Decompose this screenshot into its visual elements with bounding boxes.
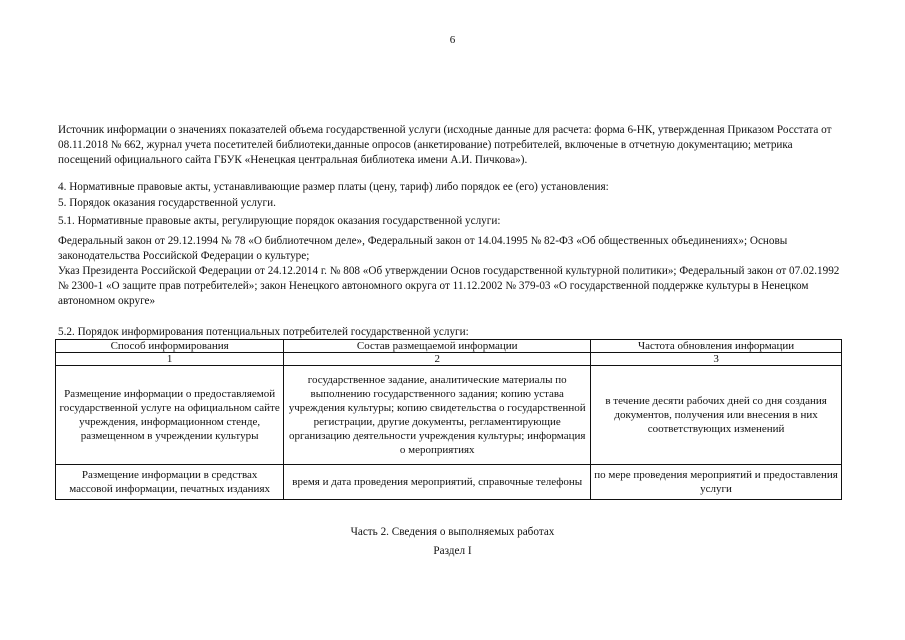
section-title: Раздел I: [433, 545, 472, 557]
item-4-paragraph: 4. Нормативные правовые акты, устанавливающие размер платы (цену, тариф) либо порядок ее (его) установления:: [58, 181, 609, 193]
header-content: Состав размещаемой информации: [284, 340, 591, 353]
frequency-cell: по мере проведения мероприятий и предоставления услуги: [591, 465, 842, 500]
column-number-3: 3: [591, 353, 842, 366]
table-row: [56, 366, 842, 465]
table-header-row: [56, 340, 842, 353]
header-frequency: Частота обновления информации: [591, 340, 842, 353]
page-number: 6: [449, 34, 456, 46]
table-row: [56, 465, 842, 500]
header-method: Способ информирования: [56, 340, 284, 353]
informing-table: [55, 339, 842, 500]
item-5-1-paragraph: 5.1. Нормативные правовые акты, регулирующие порядок оказания государственной услуги:: [58, 215, 501, 227]
decree-paragraph: Указ Президента Российской Федерации от 24.12.2014 г. № 808 «Об утверждении Основ государственной культурной политики»; Федеральный закон от 07.02.1992 № 2300-1 «О защите прав потребителей»; закон Ненецкого автономного округа от 11.12.2002 № 379-03 «О государственной поддержке культуры в Ненецком автономном округе»: [58, 265, 840, 307]
column-number-1: 1: [56, 353, 284, 366]
federal-laws-paragraph: Федеральный закон от 29.12.1994 № 78 «О библиотечном деле», Федеральный закон от 14.04.1995 № 82-ФЗ «Об общественных объединениях»; Основы законодательства Российской Федерации о культуре;: [58, 235, 788, 262]
item-5-paragraph: 5. Порядок оказания государственной услуги.: [58, 197, 276, 209]
source-paragraph: Источник информации о значениях показателей объема государственной услуги (исходные данные для расчета: форма 6-НК, утвержденная Приказом Росстата от 08.11.2018 № 662, журнал учета посетителей библиотеки,данные опросов (анкетирование) потребителей, включеные в отчетную документацию; метрика посещений официального сайта ГБУК «Ненецкая центральная библиотека имени А.И. Пичкова»).: [58, 124, 832, 166]
table-number-row: [56, 353, 842, 366]
part-title: Часть 2. Сведения о выполняемых работах: [350, 526, 555, 538]
content-cell: государственное задание, аналитические материалы по выполнению государственного задания; копию устава учреждения культуры; копию свидетельства о государственной регистрации, другие документы, регламентирующие организацию деятельности учреждения культуры; информация о мероприятиях: [284, 366, 591, 465]
content-cell: время и дата проведения мероприятий, справочные телефоны: [284, 465, 591, 500]
item-5-2-paragraph: 5.2. Порядок информирования потенциальных потребителей государственной услуги:: [58, 326, 469, 338]
method-cell: Размещение информации о предоставляемой государственной услуге на официальном сайте учреждения, информационном стенде, размещенном в учреждении культуры: [56, 366, 284, 465]
method-cell: Размещение информации в средствах массовой информации, печатных изданиях: [56, 465, 284, 500]
column-number-2: 2: [284, 353, 591, 366]
frequency-cell: в течение десяти рабочих дней со дня создания документов, получения или внесения в них соответствующих изменений: [591, 366, 842, 465]
